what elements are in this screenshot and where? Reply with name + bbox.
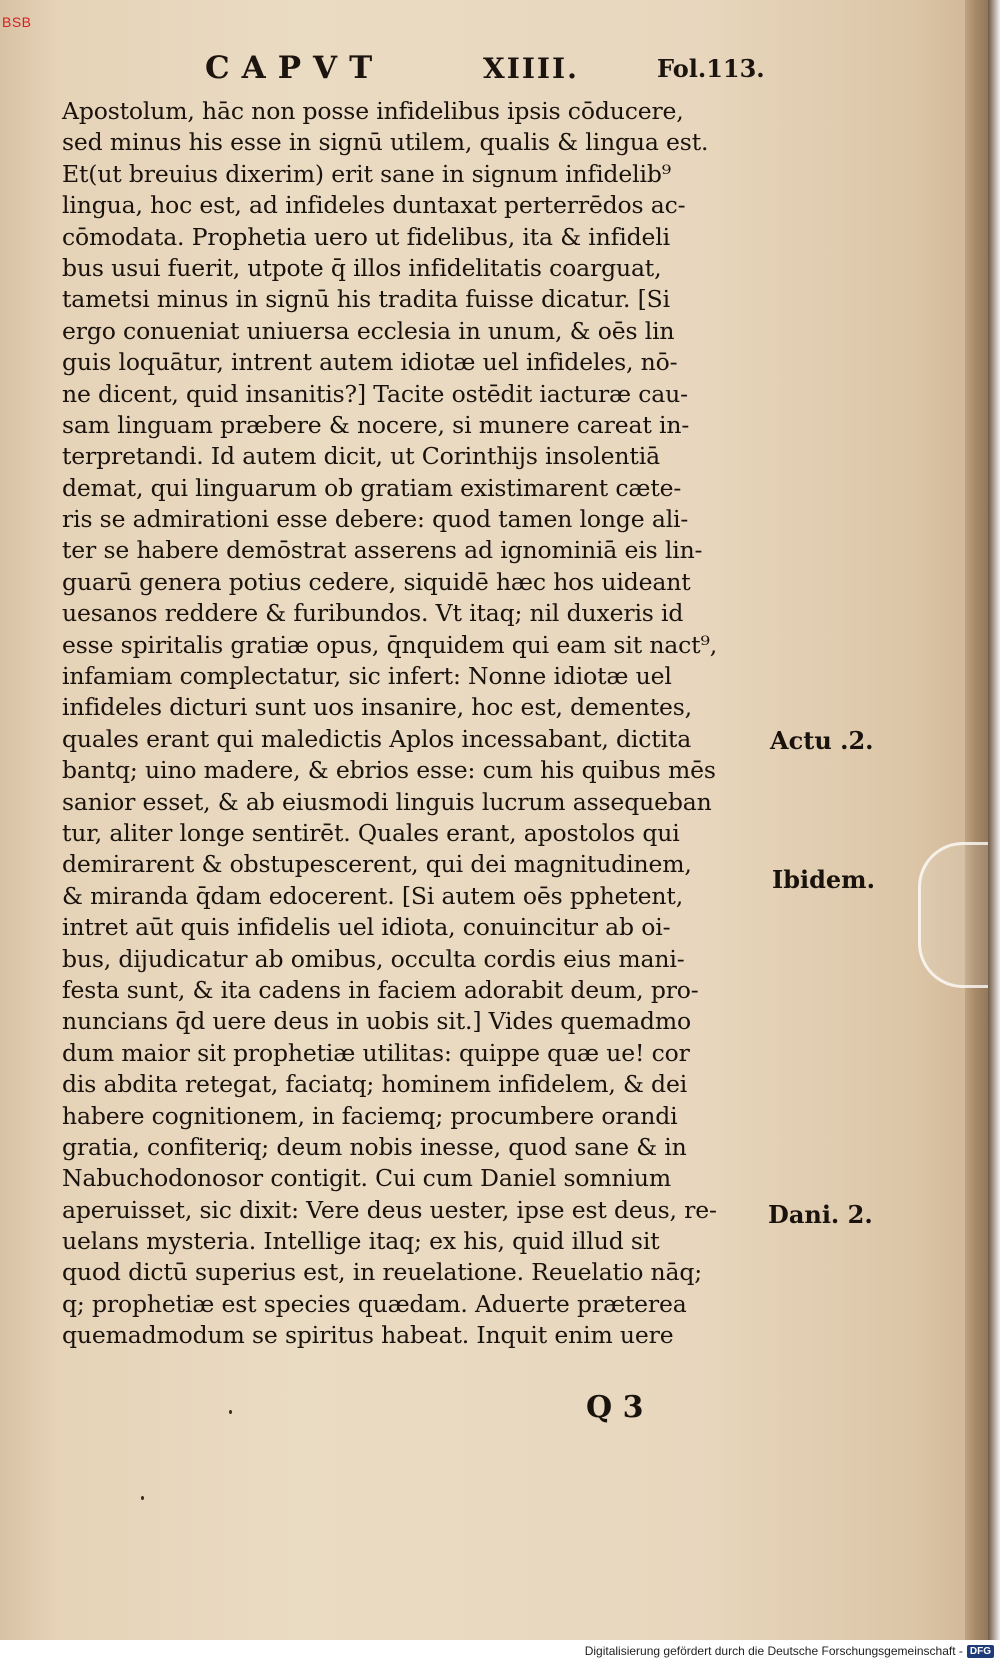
text-line: ris se admirationi esse debere: quod tamen longe ali-: [62, 505, 689, 534]
bsb-watermark: BSB: [2, 14, 32, 30]
text-line: infideles dicturi sunt uos insanire, hoc est, dementes,: [62, 693, 692, 722]
margin-note-ibidem: Ibidem.: [772, 865, 875, 894]
text-line: infamiam complectatur, sic infert: Nonne idiotæ uel: [62, 662, 672, 691]
header-folio: Fol.113.: [657, 54, 765, 83]
ink-speck: [141, 1496, 144, 1500]
text-line: demirarent & obstupescerent, qui dei magnitudinem,: [62, 850, 692, 879]
text-line: uesanos reddere & furibundos. Vt itaq; nil duxeris id: [62, 599, 684, 628]
dfg-logo: DFG: [967, 1645, 994, 1658]
text-line: ter se habere demōstrat asserens ad ignominiā eis lin-: [62, 536, 703, 565]
text-line: ne dicent, quid insanitis?] Tacite ostēdit iacturæ cau-: [62, 379, 688, 408]
page-edge: [965, 0, 990, 1640]
text-line: gratia, confiteriq; deum nobis inesse, quod sane & in: [62, 1132, 687, 1161]
text-line: demat, qui linguarum ob gratiam existimarent cæte-: [62, 473, 682, 502]
main-text-block: [62, 96, 782, 1352]
header-chapter-number: XIIII.: [483, 52, 579, 85]
text-line: quod dictū superius est, in reuelatione. Reuelatio nāq;: [62, 1258, 703, 1287]
text-line: terpretandi. Id autem dicit, ut Corinthijs insolentiā: [62, 442, 660, 471]
text-line: guis loquātur, intrent autem idiotæ uel infideles, nō-: [62, 348, 678, 377]
text-line: bantq; uino madere, & ebrios esse: cum his quibus mēs: [62, 756, 716, 785]
text-line: aperuisset, sic dixit: Vere deus uester, ipse est deus, re-: [62, 1195, 717, 1224]
text-line: dis abdita retegat, faciatq; hominem infidelem, & dei: [62, 1070, 688, 1099]
text-line: nuncians q̄d uere deus in uobis sit.] Vides quemadmo: [62, 1007, 691, 1036]
text-line: esse spiritalis gratiæ opus, q̄nquidem qui eam sit nact⁹,: [62, 630, 718, 659]
margin-note-dani: Dani. 2.: [768, 1200, 873, 1229]
text-line: dum maior sit prophetiæ utilitas: quippe quæ ue! cor: [62, 1038, 690, 1067]
text-line: Apostolum, hāc non posse infidelibus ipsis cōducere,: [62, 97, 684, 125]
text-line: bus, dijudicatur ab omibus, occulta cordis eius mani-: [62, 944, 685, 973]
text-line: guarū genera potius cedere, siquidē hæc hos uideant: [62, 567, 691, 596]
text-line: habere cognitionem, in faciemq; procumbere orandi: [62, 1101, 678, 1130]
page-edge-shadow: [988, 0, 1000, 1640]
text-line: festa sunt, & ita cadens in faciem adorabit deum, pro-: [62, 975, 699, 1004]
text-line: lingua, hoc est, ad infideles duntaxat perterrēdos ac-: [62, 191, 686, 220]
digitization-credit: [585, 1642, 994, 1660]
header-caput: CAPVT: [205, 50, 385, 86]
ink-speck: [229, 1410, 232, 1414]
text-line: Et(ut breuius dixerim) erit sane in signum infidelib⁹: [62, 159, 671, 188]
text-line: sanior esset, & ab eiusmodi linguis lucrum assequeban: [62, 787, 712, 816]
signature-mark: Q 3: [586, 1390, 644, 1425]
text-line: sed minus his esse in signū utilem, qualis & lingua est.: [62, 128, 709, 157]
text-line: q; prophetiæ est species quædam. Aduerte præterea: [62, 1289, 687, 1318]
text-line: intret aūt quis infidelis uel idiota, conuincitur ab oi-: [62, 913, 671, 942]
credit-text: Digitalisierung gefördert durch die Deutsche Forschungsgemeinschaft -: [584, 1644, 963, 1658]
text-line: ergo conueniat uniuersa ecclesia in unum, & oēs lin: [62, 316, 675, 345]
text-line: uelans mysteria. Intellige itaq; ex his, quid illud sit: [62, 1227, 660, 1256]
text-line: cōmodata. Prophetia uero ut fidelibus, ita & infideli: [62, 222, 670, 251]
text-line: tametsi minus in signū his tradita fuisse dicatur. [Si: [62, 285, 670, 314]
margin-note-actu: Actu .2.: [770, 726, 874, 755]
text-line: sam linguam præbere & nocere, si munere careat in-: [62, 410, 690, 439]
text-line: Nabuchodonosor contigit. Cui cum Daniel somnium: [62, 1164, 671, 1193]
running-header: [205, 50, 955, 94]
text-line: tur, aliter longe sentirēt. Quales erant, apostolos qui: [62, 818, 680, 847]
text-line: quales erant qui maledictis Aplos incessabant, dictita: [62, 724, 692, 753]
text-line: bus usui fuerit, utpote q̄ illos infidelitatis coarguat,: [62, 253, 662, 282]
text-line: quemadmodum se spiritus habeat. Inquit enim uere: [62, 1321, 674, 1350]
text-line: & miranda q̄dam edocerent. [Si autem oēs pphetent,: [62, 881, 684, 910]
